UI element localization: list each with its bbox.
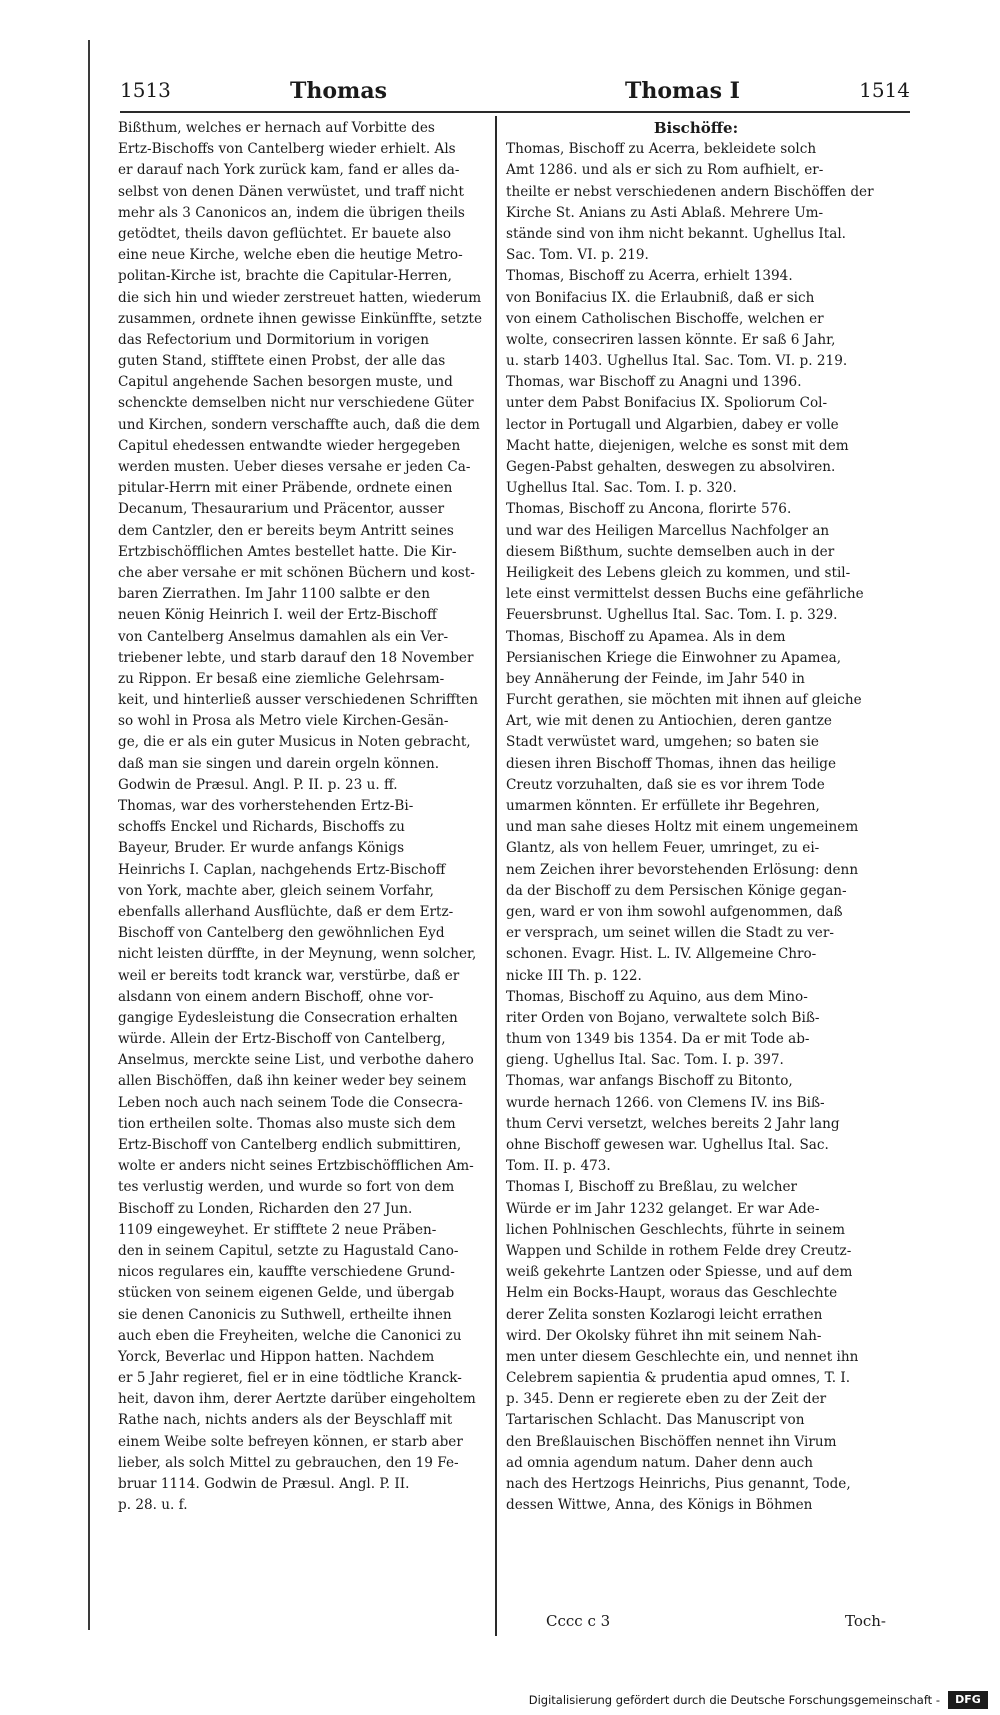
- text-line: Yorck, Beverlac und Hippon hatten. Nachdem: [118, 1348, 435, 1365]
- text-line: triebener lebte, und starb darauf den 18 November: [118, 649, 474, 666]
- text-line: eine neue Kirche, welche eben die heutige Metro-: [118, 247, 463, 264]
- text-line: von York, machte aber, gleich seinem Vorfahr,: [118, 882, 434, 899]
- text-line: Thomas, Bischoff zu Acerra, bekleidete solch: [506, 141, 817, 158]
- text-line: Leben noch auch nach seinem Tode die Consecra-: [118, 1094, 463, 1111]
- text-line: Bayeur, Bruder. Er wurde anfangs Königs: [118, 840, 405, 857]
- text-line: schoffs Enckel und Richards, Bischoffs zu: [118, 819, 405, 836]
- text-line: Capitul angehende Sachen besorgen muste, und: [118, 374, 453, 391]
- text-line: Thomas I, Bischoff zu Breßlau, zu welcher: [506, 1179, 798, 1196]
- text-line: p. 345. Denn er regierete eben zu der Zeit der: [506, 1391, 827, 1408]
- text-line: alsdann von einem andern Bischoff, ohne vor-: [118, 988, 434, 1005]
- page-catchwords: [506, 1612, 886, 1638]
- text-line: Gegen-Pabst gehalten, deswegen zu absolviren.: [506, 459, 836, 475]
- text-line: Capitul ehedessen entwandte wieder hergegeben: [118, 437, 461, 454]
- text-line: lector in Portugall und Algarbien, dabey er volle: [506, 416, 839, 433]
- text-line: pitular-Herrn mit einer Präbende, ordnete einen: [118, 480, 453, 497]
- text-line: wolte, consecriren lassen könnte. Er saß 6 Jahr,: [506, 331, 836, 348]
- text-line: Ertzbischöfflichen Amtes bestellet hatte. Die Kir-: [118, 543, 457, 560]
- text-line: Thomas, war anfangs Bischoff zu Bitonto,: [506, 1073, 793, 1090]
- text-line: ge, die er als ein guter Musicus in Noten gebracht,: [118, 734, 471, 751]
- text-line: getödtet, theils davon geflüchtet. Er bauete also: [118, 225, 452, 242]
- text-line: lichen Pohlnischen Geschlechts, führte in seinem: [506, 1221, 846, 1238]
- text-line: daß man sie singen und darein orgeln können.: [118, 755, 440, 772]
- text-line: Sac. Tom. VI. p. 219.: [506, 247, 649, 264]
- text-line: dem Cantzler, den er bereits beym Antritt seines: [118, 522, 454, 539]
- text-line: p. 28. u. f.: [118, 1497, 188, 1514]
- text-line: Bischoff zu Londen, Richarden den 27 Jun.: [118, 1200, 413, 1217]
- text-line: thum von 1349 bis 1354. Da er mit Tode ab-: [506, 1031, 810, 1048]
- text-line: weil er bereits todt kranck war, verstürbe, daß er: [118, 967, 460, 984]
- text-line: wurde hernach 1266. von Clemens IV. ins Biß-: [506, 1094, 825, 1111]
- text-line: u. starb 1403. Ughellus Ital. Sac. Tom. VI. p. 219.: [506, 353, 848, 370]
- text-line: nicht leisten dürffte, in der Meynung, wenn solcher,: [118, 946, 477, 963]
- text-line: Ertz-Bischoff von Cantelberg endlich submittiren,: [118, 1137, 462, 1153]
- text-line: Heinrichs I. Caplan, nachgehends Ertz-Bischoff: [118, 861, 446, 878]
- text-line: keit, und hinterließ ausser verschiedenen Schrifften: [118, 692, 478, 709]
- text-line: gangige Eydesleistung die Consecration erhalten: [118, 1009, 458, 1026]
- text-line: zusammen, ordnete ihnen gewisse Einkünffte, setzte: [118, 310, 482, 327]
- text-line: von Bonifacius IX. die Erlaubniß, daß er sich: [506, 289, 815, 306]
- text-line: er versprach, um seinet willen die Stadt zu ver-: [506, 925, 834, 942]
- text-line: Godwin de Præsul. Angl. P. II. p. 23 u. ff.: [118, 776, 398, 793]
- header-rule: [120, 111, 910, 113]
- text-line: Wappen und Schilde in rothem Felde drey Creutz-: [506, 1242, 852, 1259]
- text-line: Tartarischen Schlacht. Das Manuscript von: [506, 1412, 805, 1429]
- text-line: von einem Catholischen Bischoffe, welchen er: [506, 310, 824, 327]
- text-line: den Breßlauischen Bischöffen nennet ihn Virum: [506, 1433, 837, 1450]
- text-line: Furcht gerathen, sie möchten mit ihnen auf gleiche: [506, 692, 862, 709]
- text-line: Feuersbrunst. Ughellus Ital. Sac. Tom. I. p. 329.: [506, 607, 838, 624]
- text-line: tion ertheilen solte. Thomas also muste sich dem: [118, 1115, 456, 1132]
- text-line: baren Zierrathen. Im Jahr 1100 salbte er den: [118, 586, 430, 603]
- text-line: lete einst vermittelst dessen Buchs eine gefährliche: [506, 586, 864, 603]
- text-line: men unter diesem Geschlechte ein, und nennet ihn: [506, 1348, 859, 1365]
- text-line: Würde er im Jahr 1232 gelanget. Er war Ade-: [506, 1200, 820, 1217]
- page-number-right: 1514: [859, 78, 910, 102]
- text-line: Thomas, Bischoff zu Acerra, erhielt 1394.: [506, 268, 793, 285]
- signature-mark: Cccc c 3: [546, 1612, 611, 1630]
- text-line: einem Weibe solte befreyen können, er starb aber: [118, 1433, 463, 1450]
- text-line: Bischoff von Cantelberg den gewöhnlichen Eyd: [118, 925, 445, 942]
- text-line: ebenfalls allerhand Ausflüchte, daß er dem Ertz-: [118, 903, 454, 920]
- text-line: und war des Heiligen Marcellus Nachfolger an: [506, 522, 830, 539]
- left-column: [118, 118, 486, 1516]
- text-line: Heiligkeit des Lebens gleich zu kommen, und stil-: [506, 564, 851, 581]
- text-line: gieng. Ughellus Ital. Sac. Tom. I. p. 397.: [506, 1052, 784, 1069]
- text-line: schenckte demselben nicht nur verschiedene Güter: [118, 395, 474, 412]
- text-line: Ughellus Ital. Sac. Tom. I. p. 320.: [506, 480, 737, 497]
- text-line: und Kirchen, sondern verschaffte auch, daß die dem: [118, 416, 480, 433]
- text-line: würde. Allein der Ertz-Bischoff von Cantelberg,: [118, 1031, 446, 1048]
- text-line: ad omnia agendum natum. Daher denn auch: [506, 1454, 814, 1471]
- running-title-left: Thomas: [290, 78, 387, 104]
- text-line: politan-Kirche ist, brachte die Capitular-Herren,: [118, 268, 452, 285]
- text-line: riter Orden von Bojano, verwaltete solch Biß-: [506, 1009, 820, 1026]
- text-line: Thomas, Bischoff zu Aquino, aus dem Mino-: [506, 988, 808, 1005]
- text-line: unter dem Pabst Bonifacius IX. Spoliorum Col-: [506, 395, 828, 412]
- running-title-right: Thomas I: [625, 78, 740, 104]
- text-line: zu Rippon. Er besaß eine ziemliche Gelehrsam-: [118, 670, 445, 687]
- page-number-left: 1513: [120, 78, 171, 102]
- text-line: Anselmus, merckte seine List, und verbothe dahero: [118, 1052, 474, 1069]
- text-line: er darauf nach York zurück kam, fand er alles da-: [118, 162, 460, 179]
- text-line: gen, ward er von ihm sowohl aufgenommen, daß: [506, 903, 843, 920]
- text-line: derer Zelita sonsten Kozlarogi leicht errathen: [506, 1306, 823, 1323]
- text-line: so wohl in Prosa als Metro viele Kirchen-Gesän-: [118, 713, 449, 730]
- text-line: er 5 Jahr regieret, fiel er in eine tödtliche Kranck-: [118, 1370, 462, 1387]
- text-line: umarmen könnten. Er erfüllete ihr Begehren,: [506, 798, 820, 814]
- text-line: Bißthum, welches er hernach auf Vorbitte des: [118, 120, 435, 136]
- footer-bar: [0, 1683, 1000, 1715]
- text-line: Kirche St. Anians zu Asti Ablaß. Mehrere Um-: [506, 204, 824, 221]
- text-line: theilte er nebst verschiedenen andern Bischöffen der: [506, 183, 874, 200]
- text-line: bruar 1114. Godwin de Præsul. Angl. P. II.: [118, 1476, 410, 1492]
- text-line: ohne Bischoff gewesen war. Ughellus Ital. Sac.: [506, 1137, 829, 1153]
- text-line: tes verlustig werden, und wurde so fort von dem: [118, 1179, 455, 1196]
- text-line: den in seinem Capitul, setzte zu Hagustald Cano-: [118, 1242, 459, 1259]
- text-line: Thomas, war Bischoff zu Anagni und 1396.: [506, 374, 802, 391]
- text-line: und man sahe dieses Holtz mit einem ungemeinem: [506, 819, 859, 836]
- text-line: wolte er anders nicht seines Ertzbischöfflichen Am-: [118, 1158, 474, 1175]
- text-line: Macht hatte, diejenigen, welche es sonst mit dem: [506, 437, 849, 454]
- text-line: Glantz, als von hellem Feuer, umringet, zu ei-: [506, 840, 820, 857]
- right-column: [506, 118, 886, 1516]
- text-line: nicos regulares ein, kauffte verschiedene Grund-: [118, 1264, 455, 1281]
- text-line: heit, davon ihm, derer Aertzte darüber eingeholtem: [118, 1391, 476, 1408]
- text-line: auch eben die Freyheiten, welche die Canonici zu: [118, 1327, 462, 1344]
- text-line: Celebrem sapientia & prudentia apud omnes, T. I.: [506, 1370, 851, 1387]
- text-line: Persianischen Kriege die Einwohner zu Apamea,: [506, 649, 842, 666]
- text-line: diesem Bißthum, suchte demselben auch in der: [506, 543, 835, 560]
- column-divider: [495, 116, 497, 1636]
- text-line: Amt 1286. und als er sich zu Rom aufhielt, er-: [506, 162, 824, 179]
- text-line: da der Bischoff zu dem Persischen Könige gegan-: [506, 882, 847, 899]
- text-line: diesen ihren Bischoff Thomas, ihnen das heilige: [506, 755, 837, 772]
- text-line: wird. Der Okolsky führet ihn mit seinem Nah-: [506, 1327, 822, 1344]
- text-line: nach des Hertzogs Heinrichs, Pius genannt, Tode,: [506, 1476, 851, 1492]
- text-line: das Refectorium und Dormitorium in vorigen: [118, 331, 429, 348]
- text-line: Rathe nach, nichts anders als der Beyschlaff mit: [118, 1412, 453, 1429]
- text-line: nem Zeichen ihrer bevorstehenden Erlösung: denn: [506, 861, 859, 878]
- text-line: mehr als 3 Canonicos an, indem die übrigen theils: [118, 204, 465, 221]
- text-line: allen Bischöffen, daß ihn keiner weder bey seinem: [118, 1073, 467, 1090]
- dfg-logo: DFG: [948, 1691, 988, 1709]
- text-line: dessen Wittwe, Anna, des Königs in Böhmen: [506, 1497, 813, 1514]
- text-line: Stadt verwüstet ward, umgehen; so baten sie: [506, 734, 819, 751]
- text-line: weiß gekehrte Lantzen oder Spiesse, und auf dem: [506, 1264, 853, 1281]
- text-line: stücken von seinem eigenen Gelde, und übergab: [118, 1285, 455, 1302]
- text-line: guten Stand, stifftete einen Probst, der alle das: [118, 353, 446, 370]
- text-line: die sich hin und wieder zerstreuet hatten, wiederum: [118, 289, 482, 306]
- catchword: Toch-: [844, 1612, 886, 1630]
- text-line: neuen König Heinrich I. weil der Ertz-Bischoff: [118, 607, 437, 624]
- text-line: Thomas, war des vorherstehenden Ertz-Bi-: [118, 798, 414, 814]
- text-line: Tom. II. p. 473.: [506, 1158, 611, 1175]
- page-edge-line: [88, 40, 90, 1630]
- text-line: lieber, als solch Mittel zu gebrauchen, den 19 Fe-: [118, 1454, 459, 1471]
- text-line: Ertz-Bischoffs von Cantelberg wieder erhielt. Als: [118, 141, 456, 158]
- text-line: selbst von denen Dänen verwüstet, und traff nicht: [118, 183, 464, 200]
- text-line: sie denen Canonicis zu Suthwell, ertheilte ihnen: [118, 1306, 452, 1323]
- text-line: schonen. Evagr. Hist. L. IV. Allgemeine Chro-: [506, 946, 817, 963]
- text-line: werden musten. Ueber dieses versahe er jeden Ca-: [118, 459, 471, 475]
- text-line: Creutz vorzuhalten, daß sie es vor ihrem Tode: [506, 776, 825, 793]
- text-line: Art, wie mit denen zu Antiochien, deren gantze: [506, 713, 832, 730]
- text-line: thum Cervi versetzt, welches bereits 2 Jahr lang: [506, 1115, 840, 1132]
- text-line: Thomas, Bischoff zu Ancona, florirte 576.: [506, 501, 792, 518]
- text-line: Decanum, Thesaurarium und Präcentor, ausser: [118, 501, 445, 518]
- text-line: Helm ein Bocks-Haupt, woraus das Geschlechte: [506, 1285, 838, 1302]
- footer-credit: Digitalisierung gefördert durch die Deutsche Forschungsgemeinschaft -: [528, 1693, 940, 1707]
- text-line: von Cantelberg Anselmus damahlen als ein Ver-: [118, 628, 449, 645]
- text-line: che aber versahe er mit schönen Büchern und kost-: [118, 564, 475, 581]
- text-line: nicke III Th. p. 122.: [506, 967, 642, 984]
- text-line: bey Annäherung der Feinde, im Jahr 540 in: [506, 670, 805, 687]
- section-heading: Bischöffe:: [653, 119, 739, 137]
- text-line: stände sind von ihm nicht bekannt. Ughellus Ital.: [506, 225, 846, 242]
- text-line: 1109 eingeweyhet. Er stifftete 2 neue Präben-: [118, 1221, 437, 1238]
- right-column-body: [506, 139, 886, 1516]
- text-line: Thomas, Bischoff zu Apamea. Als in dem: [506, 628, 786, 645]
